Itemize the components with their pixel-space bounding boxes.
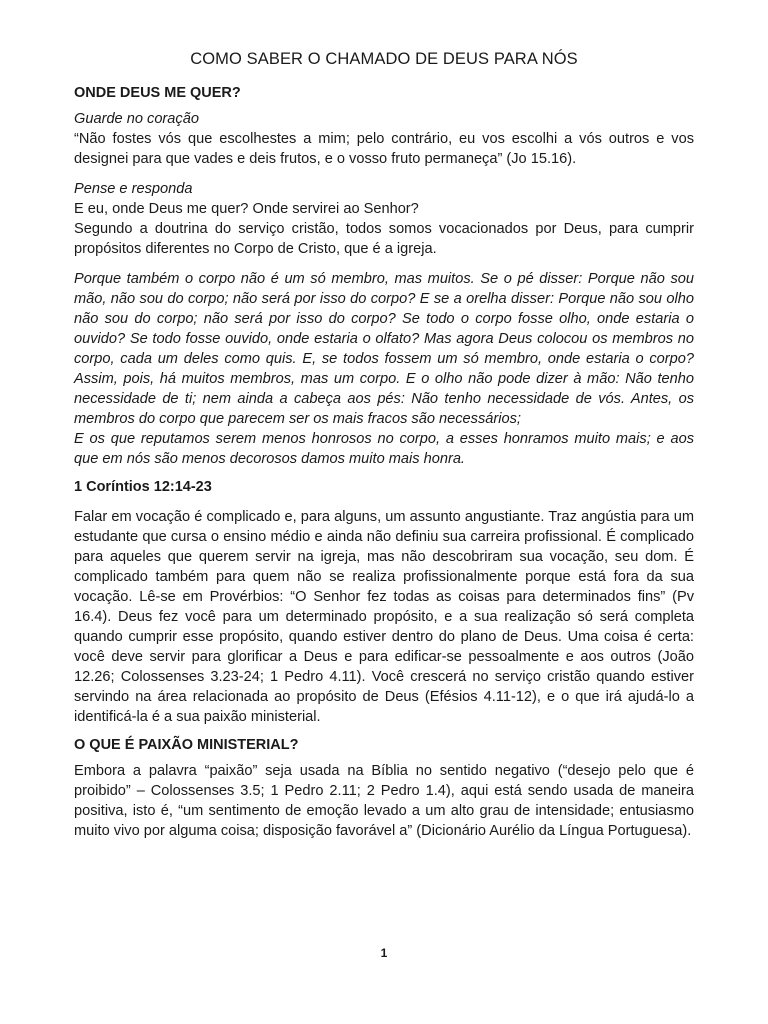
scripture-paragraph-2: E os que reputamos serem menos honrosos no corpo, a esses honramos muito mais; e aos que em nós são menos decorosos damos muito mais honra. — [74, 431, 694, 467]
guard-label: Guarde no coração — [74, 111, 199, 127]
body-paragraph-2: Embora a palavra “paixão” seja usada na Bíblia no sentido negativo (“desejo pelo que é proibido” – Colossenses 3.5; 1 Pedro 2.11; 2 Pedro 1.4), aqui está sendo usada de maneira positiva, isto é, “um sentimento de emoção levado a um alto grau de intensidade; entusiasmo muito vivo por alguma coisa; disposição favorável a” (Dicionário Aurélio da Língua Portuguesa). — [74, 763, 694, 839]
section-heading-onde-deus: ONDE DEUS ME QUER? — [74, 85, 241, 101]
body-paragraph-1: Falar em vocação é complicado e, para alguns, um assunto angustiante. Traz angústia para um estudante que cursa o ensino médio e ainda não definiu sua carreira profissional. É complicado para aqueles que querem servir na igreja, mas não descobriram sua vocação, seu dom. É complicado também para quem não se realiza profissionalmente porque está fora da sua vocação. Lê-se em Provérbios: “O Senhor fez todas as coisas para determinados fins” (Pv 16.4). Deus fez você para um determinado propósito, e a sua realização só será completa quando cumprir esse propósito, quando estiver dentro do plano de Deus. Uma coisa é certa: você deve servir para glorificar a Deus e para edificar-se pessoalmente e aos outros (João 12.26; Colossenses 3.23-24; 1 Pedro 4.11). Você crescerá no serviço cristão quando estiver servindo na área relacionada ao propósito de Deus (Efésios 4.11-12), e o que irá ajudá-lo a identificá-la é a sua paixão ministerial. — [74, 509, 694, 725]
guard-text: “Não fostes vós que escolhestes a mim; pelo contrário, eu vos escolhi a vós outros e vos designei para que vades e deis frutos, e o vosso fruto permaneça” (Jo 15.16). — [74, 131, 694, 167]
scripture-quote — [74, 269, 694, 469]
document-title: COMO SABER O CHAMADO DE DEUS PARA NÓS — [190, 50, 578, 68]
body-block-1 — [74, 507, 694, 727]
body-block-2 — [74, 761, 694, 841]
think-question: E eu, onde Deus me quer? Onde servirei ao Senhor? — [74, 201, 419, 217]
document-page — [74, 50, 694, 851]
think-text: Segundo a doutrina do serviço cristão, todos somos vocacionados por Deus, para cumprir propósitos diferentes no Corpo de Cristo, que é a igreja. — [74, 221, 694, 257]
scripture-reference: 1 Coríntios 12:14-23 — [74, 479, 212, 495]
scripture-paragraph-1: Porque também o corpo não é um só membro, mas muitos. Se o pé disser: Porque não sou mão, não sou do corpo; não será por isso do corpo? E se a orelha disser: Porque não sou olho não sou do corpo; não será por isso do corpo? Se todo o corpo fosse olho, onde estaria o ouvido? Se todo fosse ouvido, onde estaria o olfato? Mas agora Deus colocou os membros no corpo, cada um deles como quis. E, se todos fossem um só membro, onde estaria o corpo? Assim, pois, há muitos membros, mas um corpo. E o olho não pode dizer à mão: Não tenho necessidade de ti; nem ainda a cabeça aos pés: Não tenho necessidade de vós. Antes, os membros do corpo que parecem ser os mais fracos são necessários; — [74, 271, 694, 427]
think-label: Pense e responda — [74, 181, 193, 197]
section-heading-paixao: O QUE É PAIXÃO MINISTERIAL? — [74, 737, 299, 753]
think-block — [74, 179, 694, 259]
guard-block — [74, 109, 694, 169]
page-number: 1 — [380, 946, 388, 960]
